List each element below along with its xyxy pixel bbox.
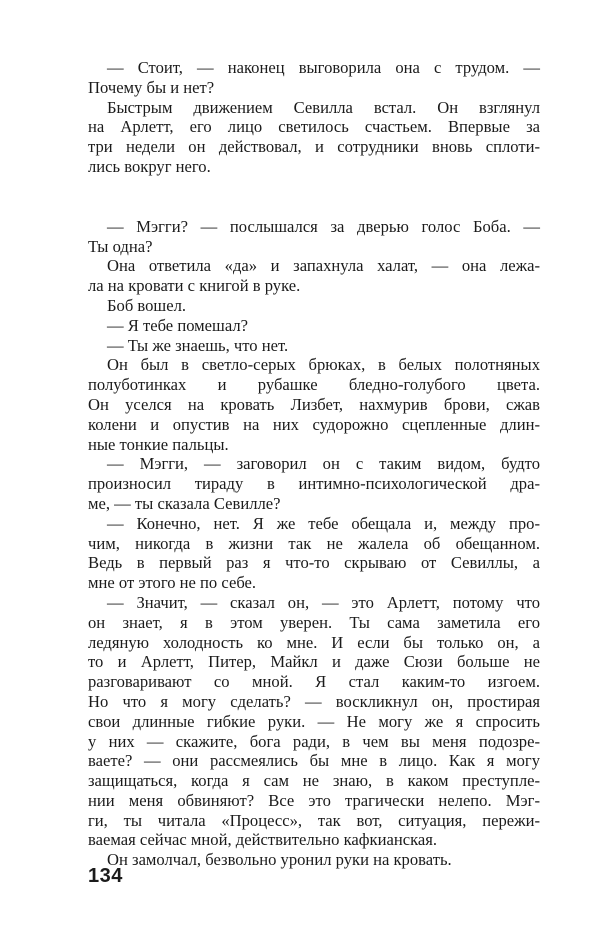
text-line: Ты одна? [88, 236, 153, 256]
paragraph [88, 58, 540, 98]
text-line: полуботинках и рубашке бледно-голубого цвета. [88, 375, 540, 395]
text-line: произносил тираду в интимно-психологической дра- [88, 474, 540, 494]
text-line: Но что я могу сделать? — воскликнул он, простирая [88, 691, 540, 711]
text-line: — Стоит, — наконец выговорила она с трудом. — [107, 58, 540, 77]
text-line: ледяную холодность ко мне. И если бы только он, а [88, 632, 540, 652]
text-line: Он был в светло-серых брюках, в белых полотняных [107, 355, 540, 375]
text-line: разговаривают со мной. Я стал каким-то изгоем. [88, 672, 540, 692]
text-line: ме, — ты сказала Севилле? [88, 493, 281, 513]
paragraph [88, 98, 540, 177]
text-line: ла на кровати с книгой в руке. [88, 276, 301, 296]
text-line: Она ответила «да» и запахнула халат, — она лежа- [107, 256, 540, 276]
text-line: ваете? — они рассмеялись бы мне в лицо. Как я могу [88, 751, 540, 771]
text-line: то и Арлетт, Питер, Майкл и даже Сюзи больше не [88, 652, 540, 672]
text-line: на Арлетт, его лицо светилось счастьем. Впервые за [88, 117, 540, 137]
page-number: 134 [88, 865, 123, 887]
text-line: чим, никогда в жизни так не жалела об обещанном. [88, 533, 540, 553]
text-line: лись вокруг него. [88, 156, 211, 176]
text-line: — Конечно, нет. Я же тебе обещала и, между про- [107, 513, 540, 533]
text-line: Почему бы и нет? [88, 77, 215, 97]
paragraph [88, 256, 540, 296]
paragraph [88, 355, 540, 454]
paragraph [88, 454, 540, 513]
text-line: защищаться, когда я сам не знаю, в каком преступле- [88, 771, 540, 791]
page-body [88, 58, 540, 870]
text-line: Боб вошел. [107, 295, 187, 315]
paragraph [88, 850, 540, 870]
text-line: у них — скажите, бога ради, в чем вы меня подозре- [88, 731, 540, 751]
text-line: — Ты же знаешь, что нет. [107, 335, 289, 355]
text-line: мне от этого не по себе. [88, 573, 257, 593]
text-line: три недели он действовал, и сотрудники вновь сплоти- [88, 137, 540, 157]
text-line: ги, ты читала «Процесс», так вот, ситуация, пережи- [88, 810, 540, 830]
text-line: — Я тебе помешал? [107, 315, 248, 335]
paragraph [88, 296, 540, 316]
text-line: Ведь в первый раз я что-то скрываю от Севиллы, а [88, 553, 540, 573]
text-line: ваемая сейчас мной, действительно кафкианская. [88, 830, 438, 850]
text-line: свои длинные гибкие руки. — Не могу же я спросить [88, 711, 540, 731]
text-line: Он уселся на кровать Лизбет, нахмурив брови, сжав [88, 394, 540, 414]
text-line: нии меня обвиняют? Все это трагически нелепо. Мэг- [88, 790, 540, 810]
text-line: колени и опустив на них судорожно сцепленные длин- [88, 414, 540, 434]
paragraph [88, 593, 540, 850]
paragraph [88, 316, 540, 336]
text-line: он знает, я в этом уверен. Ты сама заметила его [88, 612, 540, 632]
text-line: — Мэгги, — заговорил он с таким видом, будто [107, 454, 540, 474]
text-line: ные тонкие пальцы. [88, 434, 229, 454]
text-line: Быстрым движением Севилла встал. Он взглянул [107, 97, 540, 117]
paragraph [88, 514, 540, 593]
text-line: — Мэгги? — послышался за дверью голос Боба. — [107, 216, 540, 236]
paragraph [88, 336, 540, 356]
section-break [88, 177, 540, 217]
text-line: Он замолчал, безвольно уронил руки на кровать. [107, 850, 452, 870]
paragraph [88, 217, 540, 257]
text-line: — Значит, — сказал он, — это Арлетт, потому что [107, 592, 540, 612]
